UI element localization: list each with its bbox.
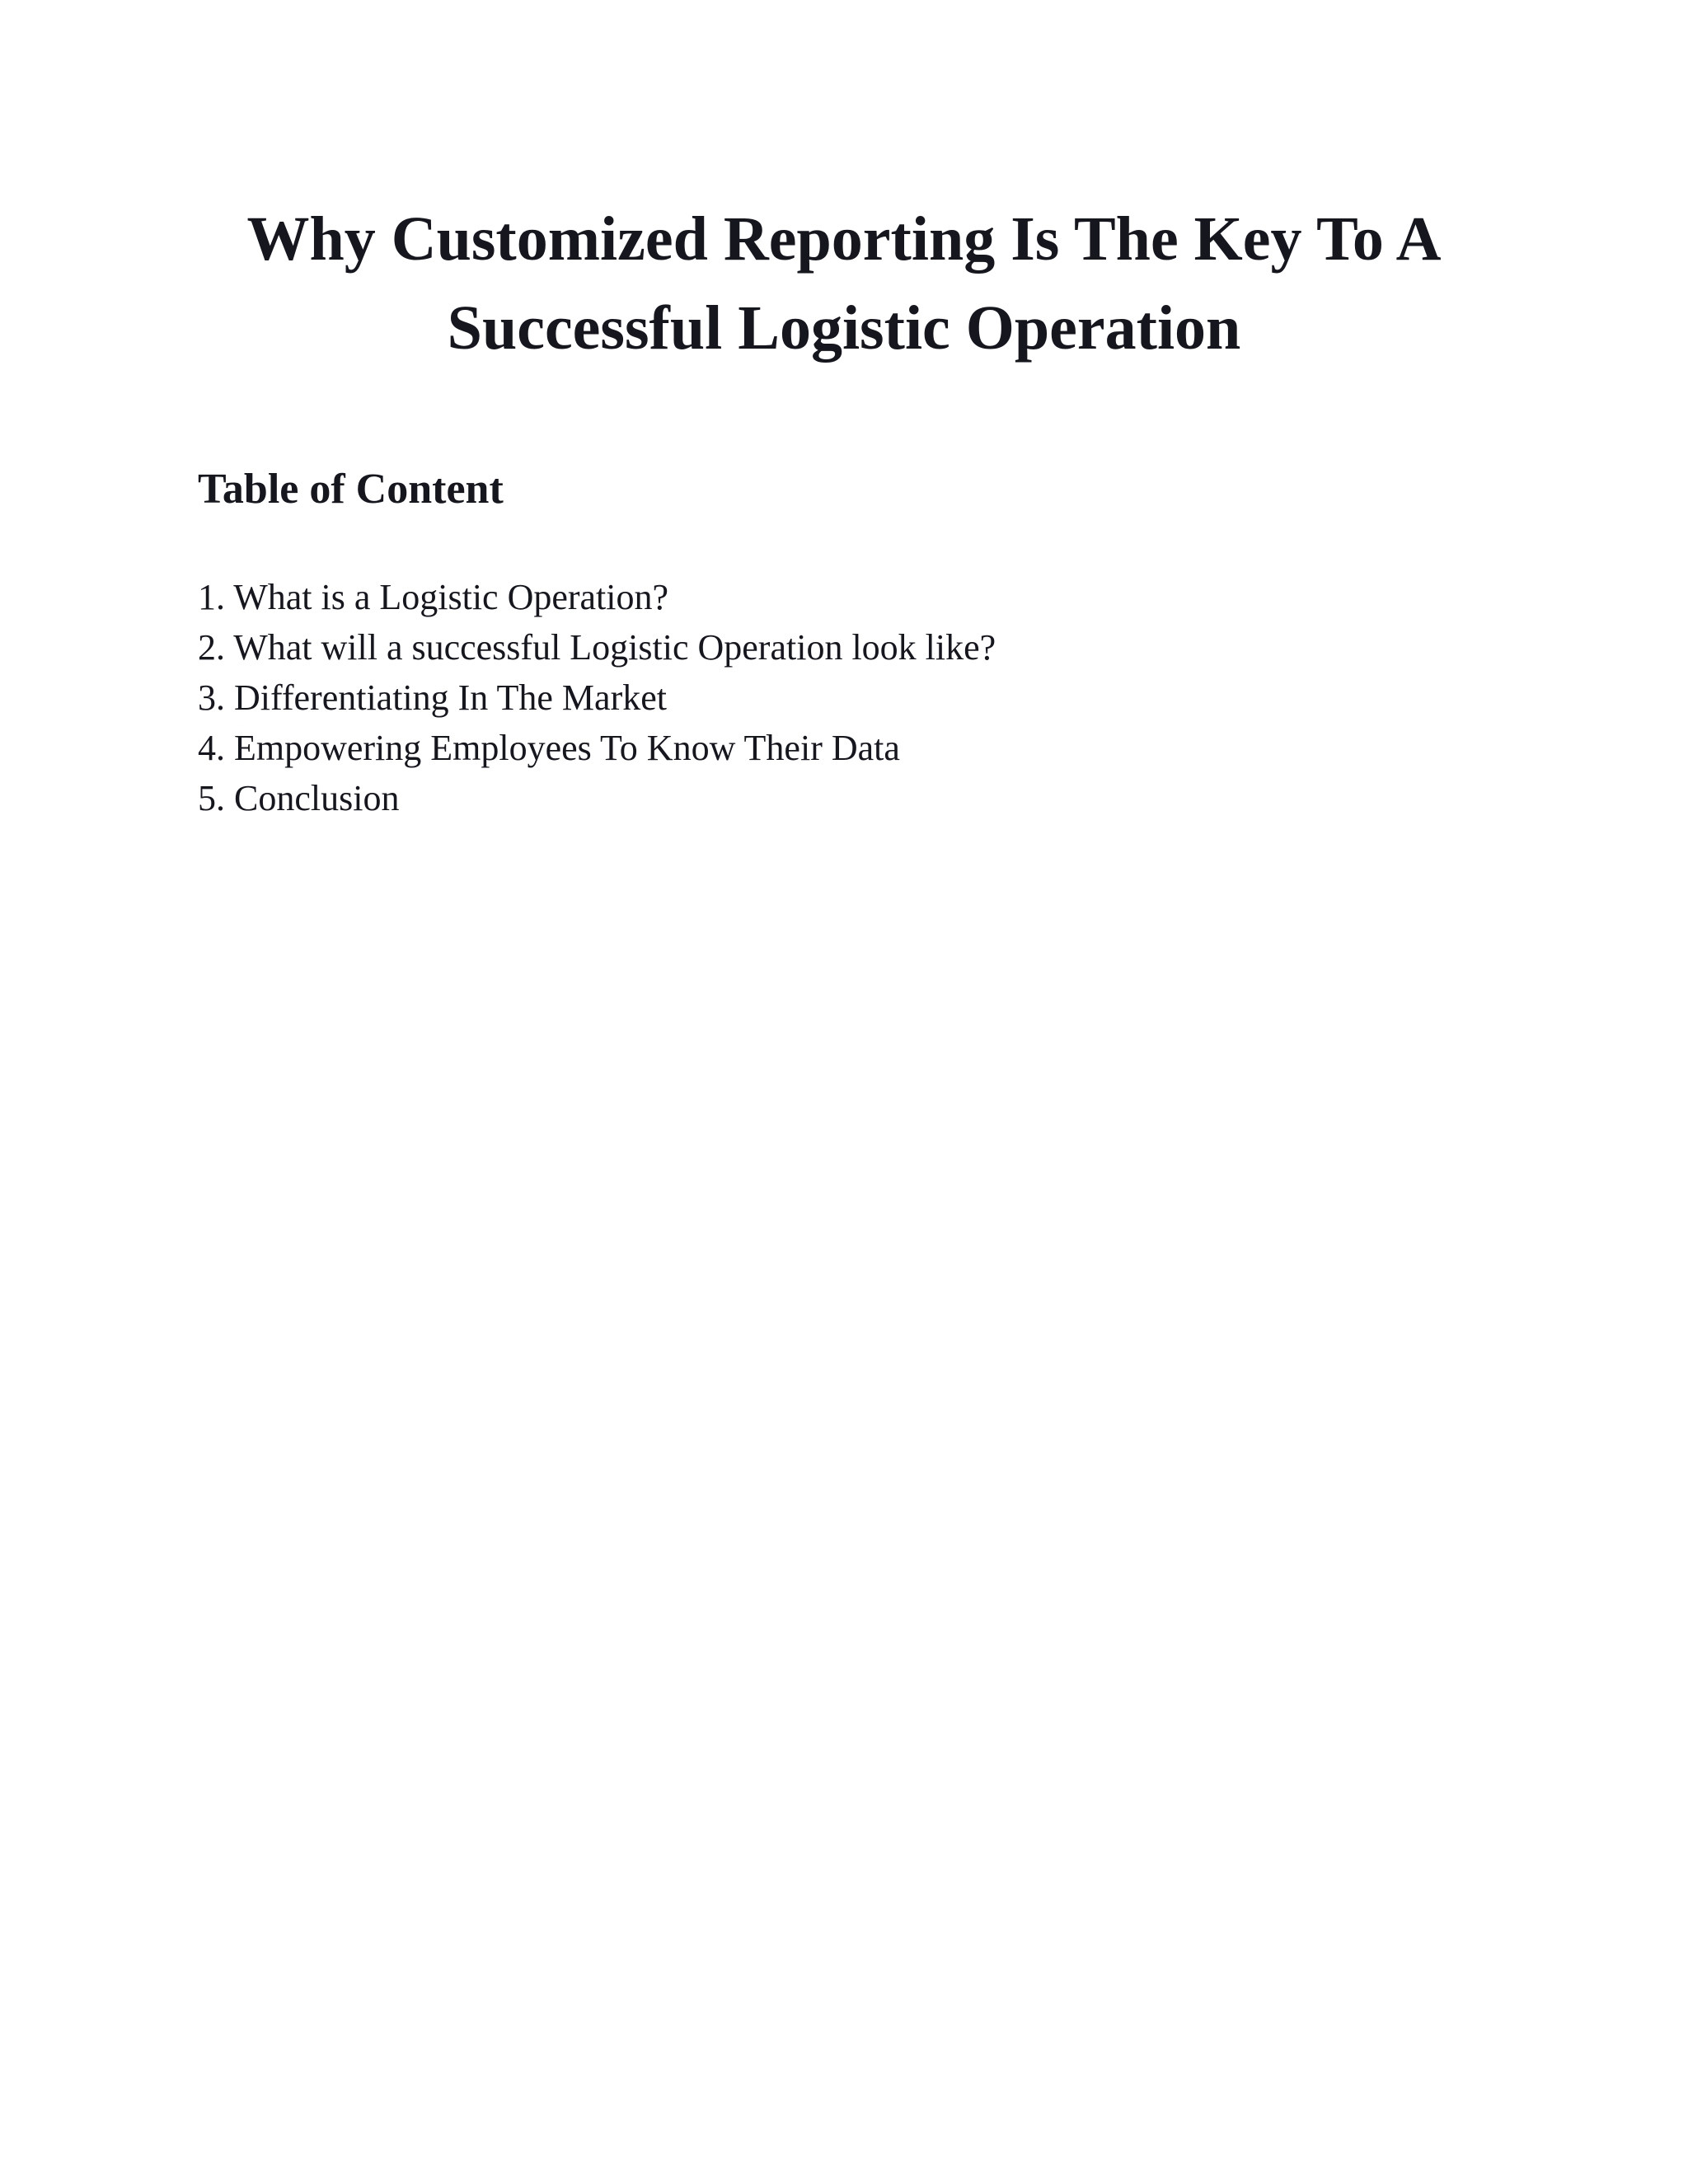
document-title bbox=[198, 194, 1490, 373]
toc-item: 2. What will a successful Logistic Operation look like? bbox=[198, 627, 996, 668]
toc-item: 4. Empowering Employees To Know Their Data bbox=[198, 728, 900, 768]
table-of-content-heading: Table of Content bbox=[198, 466, 504, 513]
toc-item: 3. Differentiating In The Market bbox=[198, 677, 667, 718]
table-of-content-list bbox=[198, 572, 996, 823]
document-title-line-1: Why Customized Reporting Is The Key To A bbox=[246, 204, 1442, 274]
toc-item: 1. What is a Logistic Operation? bbox=[198, 577, 669, 617]
toc-item: 5. Conclusion bbox=[198, 778, 400, 818]
document-title-line-2: Successful Logistic Operation bbox=[447, 293, 1241, 363]
